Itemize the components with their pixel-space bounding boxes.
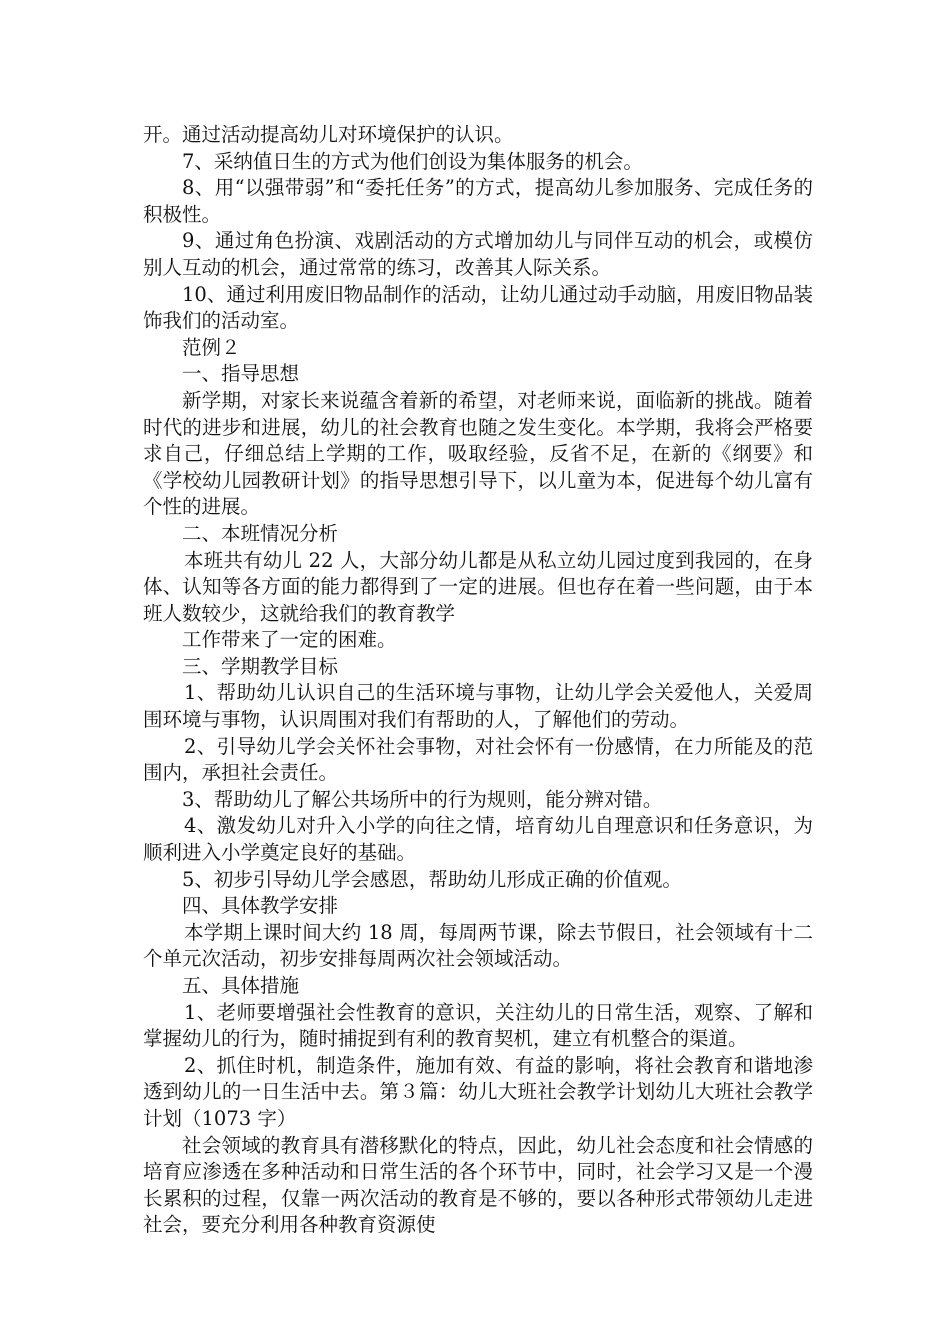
paragraph-16: 4、激发幼儿对升入小学的向往之情，培育幼儿自理意识和任务意识，为顺利进入小学奠定良好的基础。 <box>143 814 813 865</box>
paragraph-2: 7、采纳值日生的方式为他们创设为集体服务的机会。 <box>182 149 643 173</box>
section-heading-measures: 五、具体措施 <box>182 974 300 997</box>
paragraph-21: 1、老师要增强社会性教育的意识，关注幼儿的日常生活，观察、了解和掌握幼儿的行为，随时捕捉到有利的教育契机，建立有机整合的渠道。 <box>143 1000 813 1051</box>
paragraph-23: 社会领域的教育具有潜移默化的特点，因此，幼儿社会态度和社会情感的培育应渗透在多种活动和日常生活的各个环节中，同时，社会学习又是一个漫长累积的过程，仅靠一两次活动的教育是不够的，要以各种形式带领幼儿走进社会，要充分利用各种教育资源使 <box>143 1133 813 1237</box>
paragraph-22: 2、抓住时机，制造条件，施加有效、有益的影响，将社会教育和谐地渗透到幼儿的一日生活中去。第３篇：幼儿大班社会教学计划幼儿大班社会教学计划（1073 字） <box>143 1053 813 1130</box>
section-heading-class-analysis: 二、本班情况分析 <box>182 521 339 545</box>
section-heading-guiding-thought: 一、指导思想 <box>182 362 300 386</box>
paragraph-10: 本班共有幼儿 22 人，大部分幼儿都是从私立幼儿园过度到我园的，在身体、认知等各方面的能力都得到了一定的进展。但也存在着一些问题，由于本班人数较少，这就给我们的教育教学 <box>143 548 813 625</box>
paragraph-3: 8、用“以强带弱”和“委托任务”的方式，提高幼儿参加服务、完成任务的积极性。 <box>143 176 813 226</box>
paragraph-15: 3、帮助幼儿了解公共场所中的行为规则，能分辨对错。 <box>182 787 663 811</box>
paragraph-5: 10、通过利用废旧物品制作的活动，让幼儿通过动手动脑，用废旧物品装饰我们的活动室。 <box>143 282 813 333</box>
paragraph-1: 开。通过活动提高幼儿对环境保护的认识。 <box>143 123 514 146</box>
paragraph-17: 5、初步引导幼儿学会感恩，帮助幼儿形成正确的价值观。 <box>182 867 682 891</box>
paragraph-8: 新学期，对家长来说蕴含着新的希望，对老师来说，面临新的挑战。随着时代的进步和进展，幼儿的社会教育也随之发生变化。本学期，我将会严格要求自己，仔细总结上学期的工作，吸取经验，反省不足，在新的《纲要》和《学校幼儿园教研计划》的指导思想引导下，以儿童为本，促进每个幼儿富有个性的进展。 <box>143 388 813 519</box>
section-heading-teaching-arrangement: 四、具体教学安排 <box>182 894 339 918</box>
paragraph-19: 本学期上课时间大约 18 周，每周两节课，除去节假日，社会领域有十二个单元次活动，初步安排每周两次社会领域活动。 <box>143 920 813 971</box>
section-heading-example-2: 范例２ <box>182 335 241 359</box>
paragraph-11: 工作带来了一定的困难。 <box>182 628 397 652</box>
paragraph-13: 1、帮助幼儿认识自己的生活环境与事物，让幼儿学会关爱他人，关爱周围环境与事物，认识周围对我们有帮助的人，了解他们的劳动。 <box>143 681 813 732</box>
document-body <box>143 122 813 1239</box>
paragraph-4: 9、通过角色扮演、戏剧活动的方式增加幼儿与同伴互动的机会，或模仿别人互动的机会，通过常常的练习，改善其人际关系。 <box>143 229 813 279</box>
paragraph-14: 2、引导幼儿学会关怀社会事物，对社会怀有一份感情，在力所能及的范围内，承担社会责任。 <box>143 734 813 785</box>
section-heading-teaching-goals: 三、学期教学目标 <box>182 654 339 678</box>
